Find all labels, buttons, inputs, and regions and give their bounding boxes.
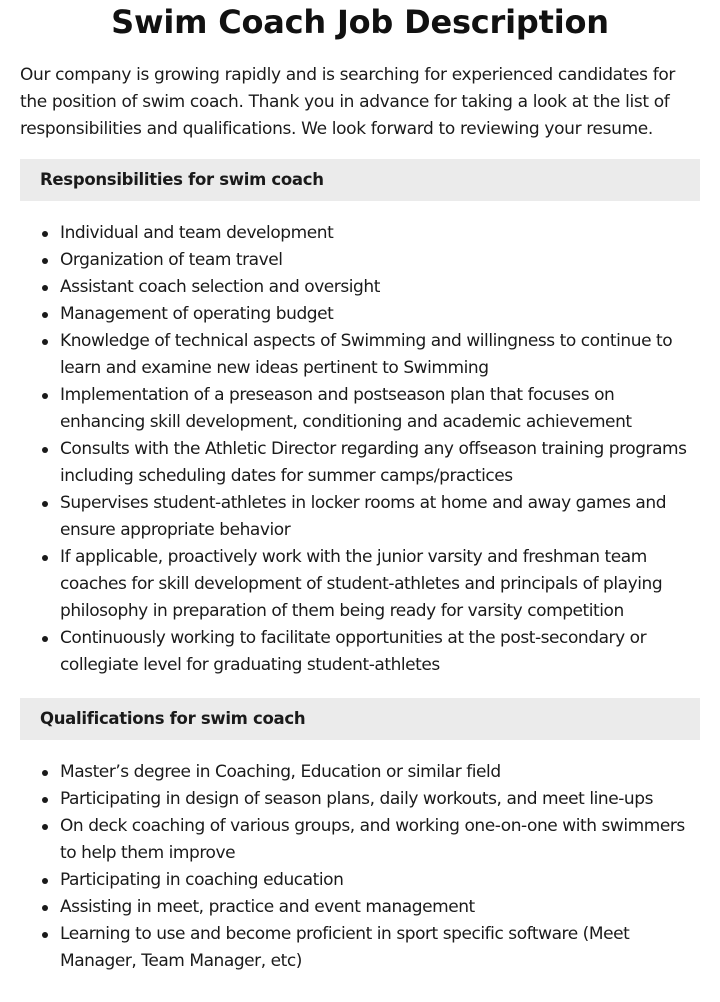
list-item: Continuously working to facilitate opportunities at the post-secondary or collegiate level for graduating student-athletes [60, 625, 700, 679]
list-item: If applicable, proactively work with the junior varsity and freshman team coaches for skill development of student-athletes and principals of playing philosophy in preparation of them being ready for varsity competition [60, 544, 700, 625]
list-item: Master’s degree in Coaching, Education or similar field [60, 759, 700, 786]
qualifications-list [20, 759, 700, 975]
list-item: Learning to use and become proficient in sport specific software (Meet Manager, Team Manager, etc) [60, 921, 700, 975]
list-item: Assisting in meet, practice and event management [60, 894, 700, 921]
responsibilities-heading: Responsibilities for swim coach [20, 159, 700, 201]
list-item: Management of operating budget [60, 301, 700, 328]
list-item: Assistant coach selection and oversight [60, 274, 700, 301]
list-item: On deck coaching of various groups, and working one-on-one with swimmers to help them improve [60, 813, 700, 867]
list-item: Organization of team travel [60, 247, 700, 274]
list-item: Participating in design of season plans, daily workouts, and meet line-ups [60, 786, 700, 813]
responsibilities-list [20, 220, 700, 679]
list-item: Individual and team development [60, 220, 700, 247]
intro-paragraph: Our company is growing rapidly and is searching for experienced candidates for the position of swim coach. Thank you in advance for taking a look at the list of responsibilities and qualifications. We look forward to reviewing your resume. [20, 65, 676, 139]
page-title: Swim Coach Job Description [111, 3, 609, 41]
list-item: Consults with the Athletic Director regarding any offseason training programs including scheduling dates for summer camps/practices [60, 436, 700, 490]
list-item: Knowledge of technical aspects of Swimming and willingness to continue to learn and examine new ideas pertinent to Swimming [60, 328, 700, 382]
qualifications-heading: Qualifications for swim coach [20, 698, 700, 740]
list-item: Supervises student-athletes in locker rooms at home and away games and ensure appropriate behavior [60, 490, 700, 544]
list-item: Implementation of a preseason and postseason plan that focuses on enhancing skill development, conditioning and academic achievement [60, 382, 700, 436]
list-item: Participating in coaching education [60, 867, 700, 894]
